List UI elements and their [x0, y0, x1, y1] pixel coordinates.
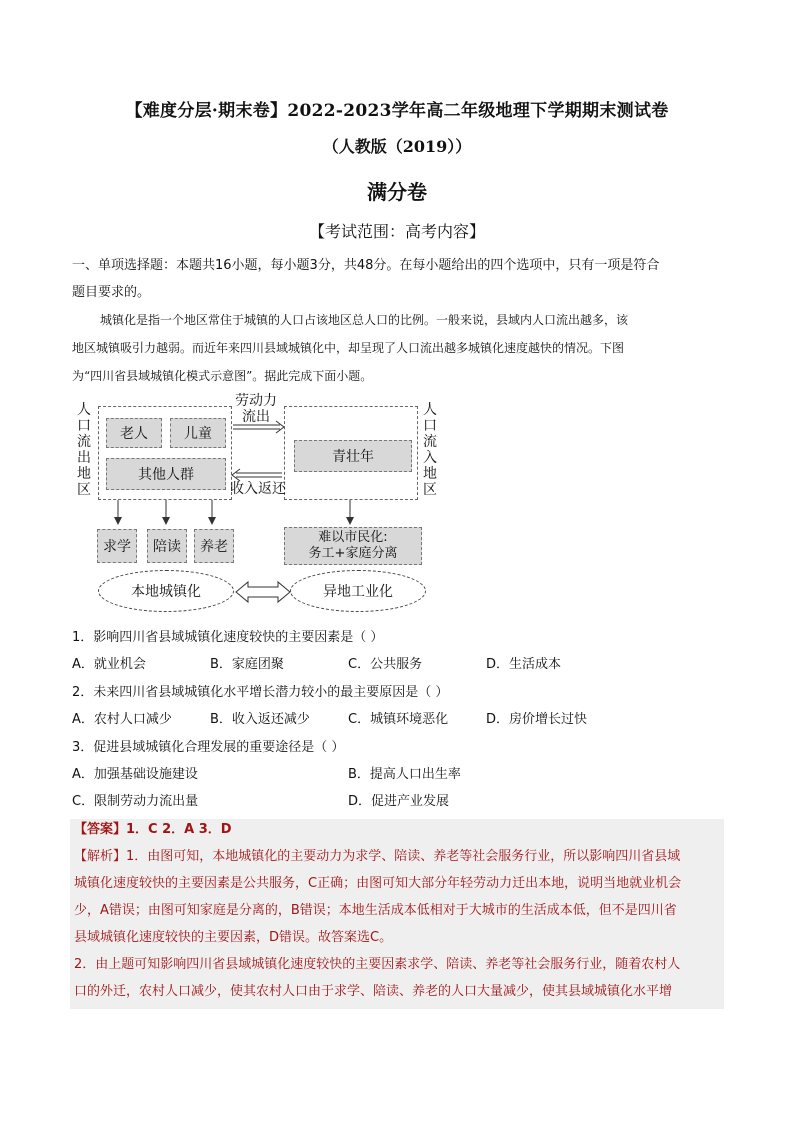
question-stem: 3．促进县域城镇化合理发展的重要途径是（ ）	[72, 740, 345, 755]
hard-line-2: 务工+家庭分离	[308, 546, 398, 561]
passage-line: 为“四川省县域城镇化模式示意图”。据此完成下面小题。	[72, 369, 373, 383]
option-d: D．促进产业发展	[348, 794, 450, 809]
box-accompany: 陪读	[147, 529, 187, 563]
outflow-area-label: 人 口 流 出 地 区	[77, 402, 91, 498]
option-b: B．提高人口出生率	[348, 767, 461, 782]
option-a: A．农村人口减少	[72, 712, 172, 727]
question-1	[72, 624, 724, 678]
analysis-line: 城镇化速度较快的主要因素是公共服务，C正确；由图可知大部分年轻劳动力迁出本地，说明当地就业机会	[74, 876, 682, 891]
question-stem: 2．未来四川省县域城镇化水平增长潜力较小的最主要原因是（ ）	[72, 685, 449, 700]
analysis-line: 2．由上题可知影响四川省县域城镇化速度较快的主要因素求学、陪读、养老等社会服务行业，随着农村人	[74, 957, 681, 972]
box-study: 求学	[97, 529, 137, 563]
analysis-line: 【解析】1．由图可知，本地城镇化的主要动力为求学、陪读、养老等社会服务行业，所以影响四川省县域	[74, 849, 681, 864]
box-hard-to-urbanize	[284, 527, 422, 565]
paper-level: 满分卷	[367, 180, 427, 204]
paper-title: 【难度分层·期末卷】2022-2023学年高二年级地理下学期期末测试卷	[125, 101, 669, 121]
instruction-line: 一、单项选择题：本题共16小题，每小题3分，共48分。在每小题给出的四个选项中，只有一项是符合	[72, 258, 660, 273]
option-c: C．限制劳动力流出量	[72, 794, 199, 809]
arrow-income-return	[232, 469, 282, 481]
option-a: A．加强基础设施建设	[72, 767, 198, 782]
analysis-line: 口的外迁，农村人口减少，使其农村人口由于求学、陪读、养老的人口大量减少，使其县域城镇化水平增	[74, 984, 673, 999]
exam-scope: 【考试范围：高考内容】	[308, 222, 485, 241]
option-c: C．城镇环境恶化	[348, 712, 449, 727]
urbanization-diagram	[70, 393, 450, 622]
option-a: A．就业机会	[72, 657, 146, 672]
option-b: B．家庭团聚	[210, 657, 284, 672]
hard-line-1: 难以市民化:	[318, 530, 388, 545]
paper-subtitle: （人教版（2019））	[322, 137, 472, 156]
option-b: B．收入返还减少	[210, 712, 310, 727]
passage-line: 城镇化是指一个地区常住于城镇的人口占该地区总人口的比例。一般来说，县域内人口流出越多，该	[100, 313, 629, 327]
label-outflow: 流出	[242, 409, 270, 425]
arrow-labor-outflow	[233, 421, 284, 433]
instruction-line: 题目要求的。	[72, 285, 151, 300]
box-elderly: 老人	[106, 418, 162, 448]
passage-line: 地区城镇吸引力越弱。而近年来四川县域城镇化中，却呈现了人口流出越多城镇化速度越快的情况。下图	[72, 341, 625, 355]
analysis-line: 少，A错误；由图可知家庭是分离的，B错误；本地生活成本低相对于大城市的生活成本低，但不是四川省	[74, 903, 677, 918]
ellipse-local-urbanization: 本地城镇化	[98, 570, 234, 612]
box-young-adults: 青壮年	[294, 440, 412, 472]
option-d: D．生活成本	[486, 657, 562, 672]
passage	[72, 306, 724, 390]
option-c: C．公共服务	[348, 657, 423, 672]
box-retire: 养老	[194, 529, 234, 563]
box-other-groups: 其他人群	[106, 458, 226, 490]
ellipse-remote-industrialization: 异地工业化	[290, 570, 426, 612]
question-stem: 1．影响四川省县域城镇化速度较快的主要因素是（ ）	[72, 630, 384, 645]
inflow-area-label: 人 口 流 入 地 区	[423, 402, 437, 498]
label-income-return: 收入返还	[230, 481, 286, 497]
answer-line: 【答案】1．C 2．A 3．D	[74, 822, 232, 837]
box-children: 儿童	[170, 418, 226, 448]
arrow-bidirectional	[236, 582, 290, 602]
analysis-line: 县域城镇化速度较快的主要因素，D错误。故答案选C。	[74, 930, 393, 945]
answer-section	[74, 816, 724, 1005]
question-3	[72, 734, 724, 815]
question-2	[72, 679, 724, 733]
option-d: D．房价增长过快	[486, 712, 588, 727]
section-instruction	[72, 252, 724, 306]
label-labor: 劳动力	[235, 393, 277, 409]
